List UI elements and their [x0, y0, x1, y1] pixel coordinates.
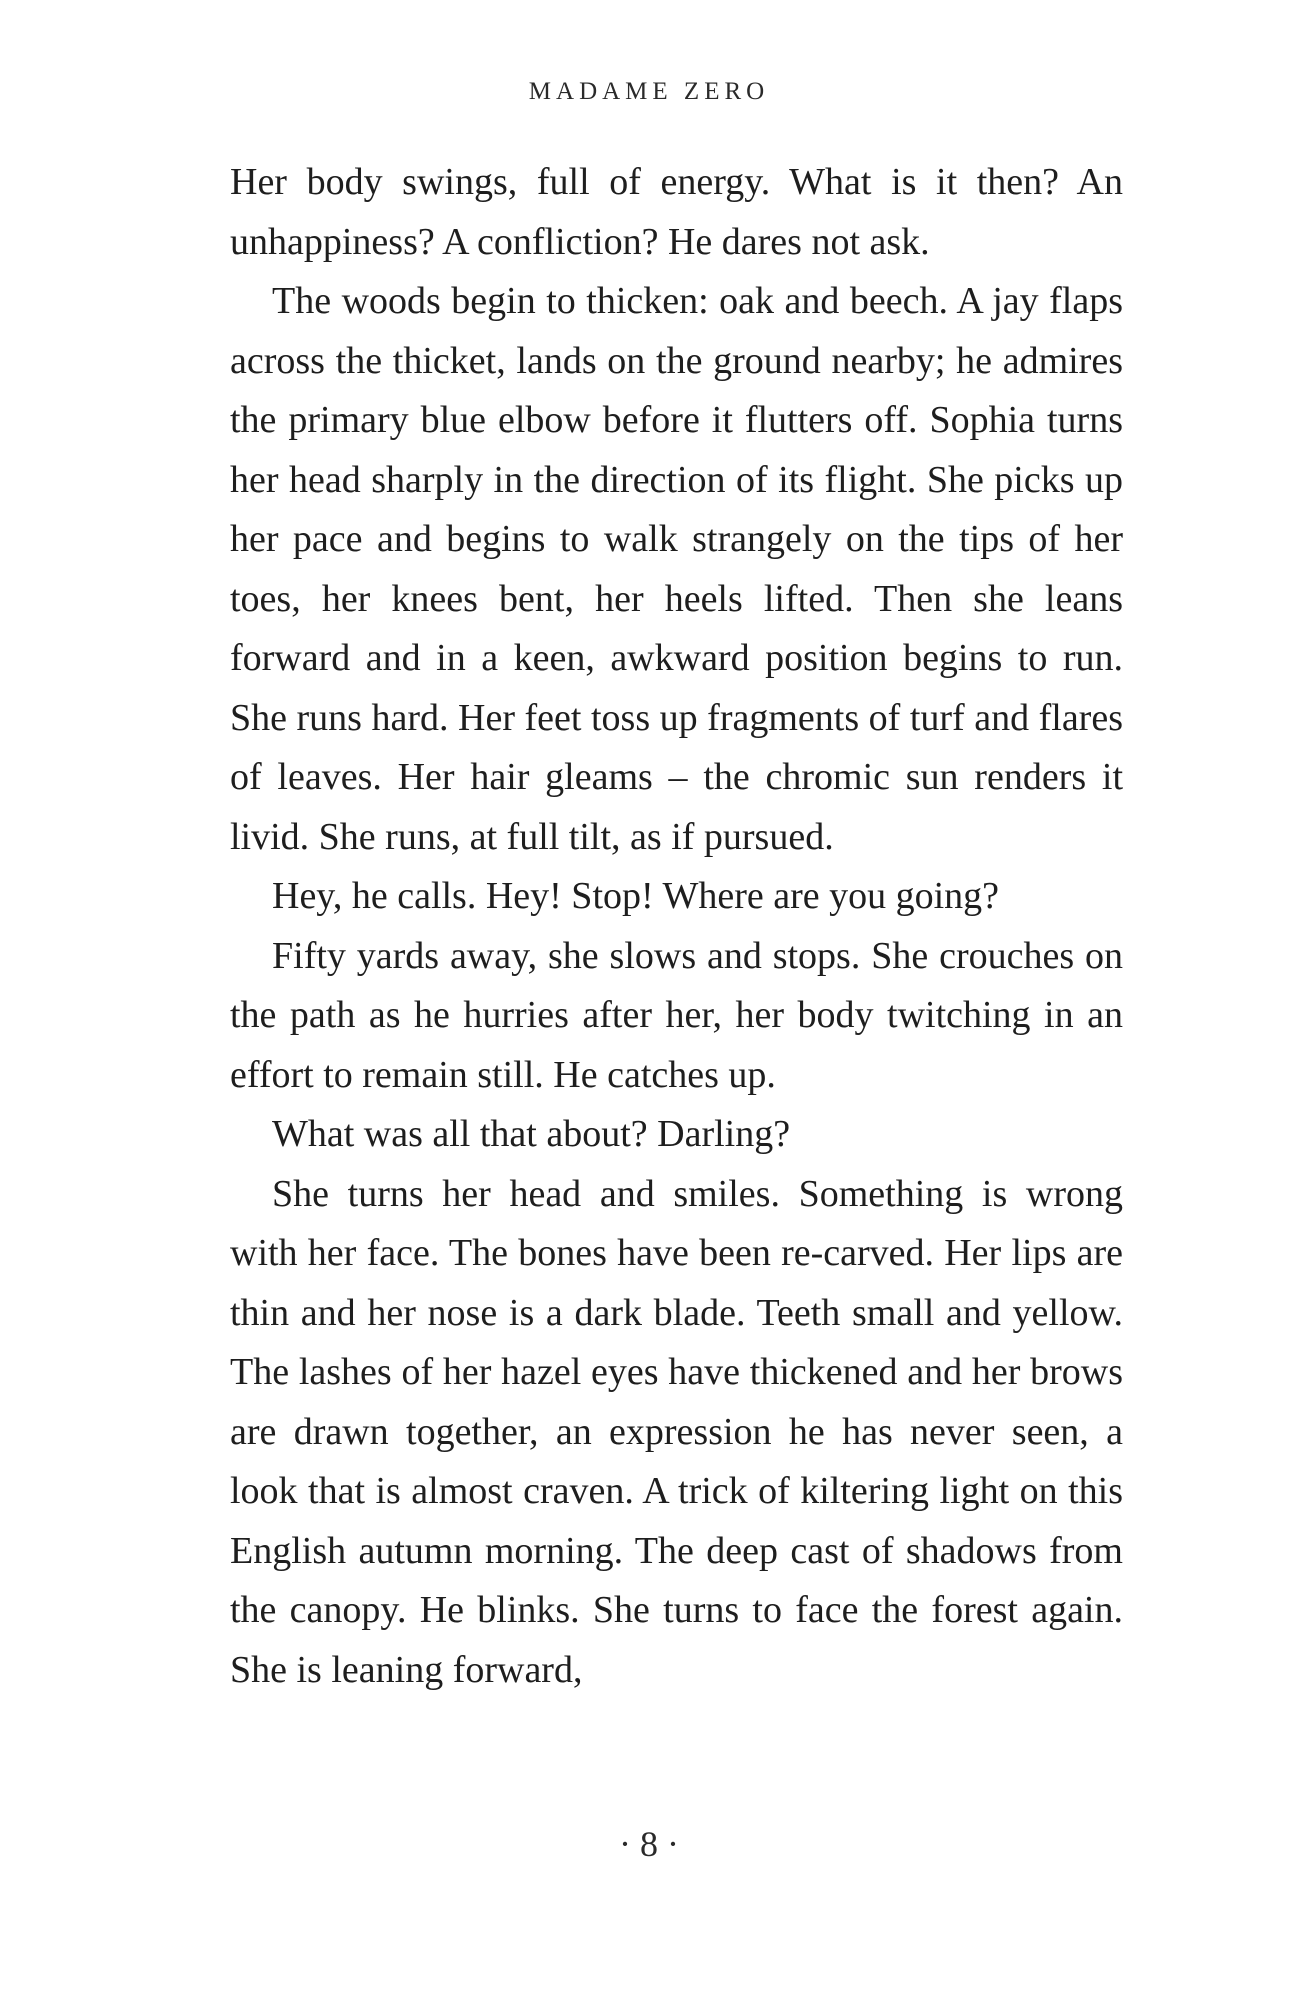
paragraph: Her body swings, full of energy. What is it then? An unhappiness? A confliction? He dares not ask.	[230, 161, 1123, 263]
paragraph: What was all that about? Darling?	[272, 1113, 791, 1155]
page-number: · 8 ·	[619, 1824, 679, 1864]
paragraph: Hey, he calls. Hey! Stop! Where are you going?	[272, 875, 1000, 917]
paragraph: The woods begin to thicken: oak and beech. A jay flaps across the thicket, lands on the ground nearby; he admires the primary blue elbow before it flutters off. Sophia turns her head sharply in the direction of its flight. She picks up her pace and begins to walk strangely on the tips of her toes, her knees bent, her heels lifted. Then she leans forward and in a keen, awkward position begins to run. She runs hard. Her feet toss up fragments of turf and flares of leaves. Her hair gleams – the chromic sun renders it livid. She runs, at full tilt, as if pursued.	[230, 280, 1123, 858]
paragraph: Fifty yards away, she slows and stops. She crouches on the path as he hurries after her, her body twitching in an effort to remain still. He catches up.	[230, 934, 1123, 1096]
running-head: MADAME ZERO	[528, 78, 770, 105]
body-text	[230, 153, 1123, 1700]
paragraph: She turns her head and smiles. Something is wrong with her face. The bones have been re-carved. Her lips are thin and her nose is a dark blade. Teeth small and yellow. The lashes of her hazel eyes have thickened and her brows are drawn together, an expression he has never seen, a look that is almost craven. A trick of kiltering light on this English autumn morning. The deep cast of shadows from the canopy. He blinks. She turns to face the forest again. She is leaning forward,	[230, 1172, 1123, 1691]
